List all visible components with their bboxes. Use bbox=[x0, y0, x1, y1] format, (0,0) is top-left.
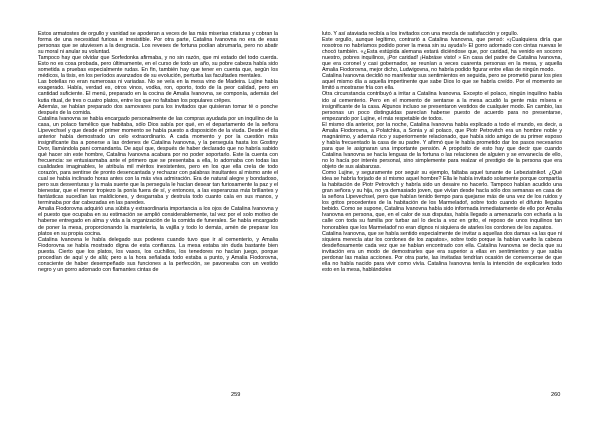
paragraph: Otra circunstancia contribuyó a irritar a Catalina Ivanovna. Excepto el polaco, ningún inquilino había ido al cementerio. Pero en el momento de sentarse a la mesa acudió la gente más mísera e insignificante de la casa. Algunos incluso se presentaron vestidos de cualquier modo. En cambio, las personas un poco distinguidas parecían haberse puesto de acuerdo para no presentarse, empezando por Lujine, el más respetable de todos. bbox=[322, 91, 562, 122]
paragraph: Las botellas no eran numerosas ni variadas. No se veía en la mesa vino de Madeira. Lujine había exagerado. Había, verdad es, otros vinos, vodka, ron, oporto, todo de la peor calidad, pero en cantidad suficiente. El menú, preparado en la cocina de Amalia Ivanovna, se componía, además del kutia ritual, de tres o cuatro platos, entre los que no faltaban los populares crêpes. bbox=[38, 79, 278, 104]
right-page-text bbox=[322, 31, 562, 381]
page-number-right: 260 bbox=[551, 392, 561, 398]
paragraph: Catalina Ivanovna decidió no manifestar sus sentimientos en seguida, pero se prometió parar los pies aquel mismo día a aquella impertinente que sabe Dios lo que se habría creído. Por el momento se limitó a mostrarse fría con ella. bbox=[322, 73, 562, 92]
paragraph: Estos armatostes de orgullo y vanidad se apoderan a veces de las más miserias criaturas y cobran la forma de una necesidad furiosa e irresistible. Por otra parte, Catalina Ivanovna no era de esas personas que se atuviesen a la desgracia. Los reveses de fortuna podían abrumarla, pero no abatir su moral ni anular su voluntad. bbox=[38, 31, 278, 56]
paragraph: Como Lujine, y seguramente por seguir su ejemplo, faltaba aquel tunante de Lebeziatnikof. ¿Qué idea se habría forjado de sí mismo aquel hombre? Ella le había invitado solamente porque compartía la habitación de Piotr Petrovitch y habría sido un desaire no hacerlo. Tampoco habían acudido una gran señora y su hija, no ya demasiado joven, que vivían desde hacía sólo dos semanas en casa de la señora Lipevechsel, pero que habían tenido tiempo para quejarse más de una vez de los ruidos y los gritos procedentes de la habitación de los Marmeladof, sobre todo cuando el difunto llegaba bebido. Como se supone, Catalina Ivanovna había sido informada inmediatamente de ello por Amalia Ivanovna en persona, que, en el calor de sus disputas, había llegado a amenazarla con echarla a la calle con toda su familia por turbar así lo decía a voz en grito, el reposo de unos inquilinos tan honorables que los Marmeladof no eran dignos ni siquiera de atarles los cordones de los zapatos. bbox=[322, 170, 562, 231]
left-page bbox=[38, 31, 278, 406]
paragraph: Además, se habían preparado dos samovares para los invitados que quisieran tomar té o ponche después de la comida. bbox=[38, 103, 278, 116]
paragraph: Catalina Ivanovna se había encargado personalmente de las compras ayudada por un inquilino de la casa, un polaco famélico que habitaba, sólo Dios sabía por qué, en el departamento de la señora Lipevechsel y que desde el primer momento se había puesto a disposición de la viuda. Desde el día anterior había demostrado un celo extraordinario. A cada momento y por la cuestión más insignificante iba a ponerse a las órdenes de Catalina Ivanovna, y la perseguía hasta los Gostiny Dvor, llamándola pani comandanta. De aquí que, después de haber declarado que no habría sabido qué hacer sin este hombre, Catalina Ivanovna acabara por no poder soportarlo. Este la cuenta con frecuencia: se entusiasmaba ante el primero que se presentaba a ella, lo adornaba con todas las cualidades imaginables, le atribuía mil méritos inexistentes, pero en los que ella creía de todo corazón, para sentirse de pronto desencantada y rechazar con palabras insultantes al mismo ante el cual se había inclinado horas antes con la más viva admiración. Era de natural alegre y bondadoso, pero sus desventuras y la mala suerte que la perseguía le hacían desear tan furiosamente la paz y el bienestar, que el menor tropiezo la ponía fuera de sí, y entonces, a las esperanzas más brillantes y fantásticas sucedían las maldiciones, y desgarraba y destruía todo cuanto caía en sus manos, y terminaba por dar cabezadas en las paredes. bbox=[38, 115, 278, 207]
paragraph: Este orgullo, aunque legítimo, contrarió a Catalina Ivanovna, que pensó: «¡Cualquiera diría que nosotros no habríamos podido poner la mesa sin su ayuda!» El gorro adornado con cintas nuevas le chocó también. «¿Esta estúpida alemana estará diciéndose que, por caridad, ha venido en socorro nuestro, pobres inquilinos, ¡Por caridad! ¡Habráse visto! » En casa del padre de Catalina Ivanovna, que era coronel y casi gobernador, se reunían a veces cuarenta personas en la mesa, y aquella Amalia Fiodorovna, mejor dicho, Ludwigovna, no habría podido figurar entre ellas de ningún modo. bbox=[322, 37, 562, 74]
right-page bbox=[322, 31, 562, 406]
paragraph: Amalia Fiodorovna adquirió una súbita y extraordinaria importancia a los ojos de Catalina Ivanovna y el puesto que ocupaba en su estimación se amplió considerablemente, tal vez por el solo motivo de haberse entregado en alma y vida a la organización de la comida de funerales. Se había encargado de poner la mesa, proporcionando la mantelería, la vajilla y todo lo demás, amén de preparar los platos en su propia cocina. bbox=[38, 206, 278, 237]
paragraph: Catalina Ivanovna le había delegado sus poderes cuando tuvo que ir al cementerio, y Amalia Fiodorovna se había mostrado digna de esta confianza. La mesa estaba sin duda bastante bien puesta. Cierto que los platos, los vasos, los cuchillos, los tenedores no hacían juego, porque procedían de aquí y de allá; pero a la hora señalada todo estaba a punto, y Amalia Fiodorovna, consciente de haber desempeñado sus funciones a la perfección, se pavoneaba con un vestido negro y un gorro adornado con flamantes cintas de bbox=[38, 236, 278, 273]
paragraph: Catalina Ivanovna, que se había sentido especialmente de invitar a aquellas dos damas «a las que ni siquiera merecía atar los cordones de los zapatos», sobre todo porque la habían vuelto la cabeza desdeñosamente cada vez que se habían encontrado con ella. Catalina Ivanovna se decía que su invitación era un modo de demostrarles que era superior a ellas en sentimientos y que sabía perdonar las malas acciones. Por otra parte, las invitadas tendrían ocasión de convencerse de que ella no había nacido para vivir como vivía. Catalina Ivanovna tenía la intención de explicarles todo esto en la mesa, hablándoles bbox=[322, 230, 562, 273]
paragraph: Tampoco hay que olvidar que Sorfedonka afirmaba, y no sin razón, que mi estado del todo cuerda. Esto no es cosa probada, pero últimamente, en el curso de todo un año, su pobre cabeza había sido sometida a pruebas especialmente rudas. En fin, también hay que tener en cuenta que, según los médicos, la tisis, en los períodos avanzados de su evolución, perturba las facultades mentales. bbox=[38, 55, 278, 80]
page-number-left: 259 bbox=[231, 392, 241, 398]
paragraph: El mismo día anterior, por la noche, Catalina Ivanovna había explicado a todo el mundo, es decir, a Amalia Fiodorovna, a Polatchka, a Sonia y al polaco, que Piotr Petrovitch era un hombre noble y magnánimo, y además rico y superiormente relacionado, que había sido amigo de su primer esposo y había frecuentado la casa de su padre. Y afirmó que le había prometido dar los pasos necesarios para que le asignaran una importante pensión. A propósito de esto hay que decir que cuando Catalina Ivanovna se hacía lenguas de la fortuna o las relaciones de alguien y se envanecía de ello, no lo hacía por interés personal, sino simplemente para realzar el prestigio de la persona que era objeto de sus alabanzas. bbox=[322, 121, 562, 171]
left-page-text bbox=[38, 31, 278, 381]
paragraph: luto. Y así ataviada recibía a los invitados con una mezcla de satisfacción y orgullo. bbox=[322, 31, 519, 37]
